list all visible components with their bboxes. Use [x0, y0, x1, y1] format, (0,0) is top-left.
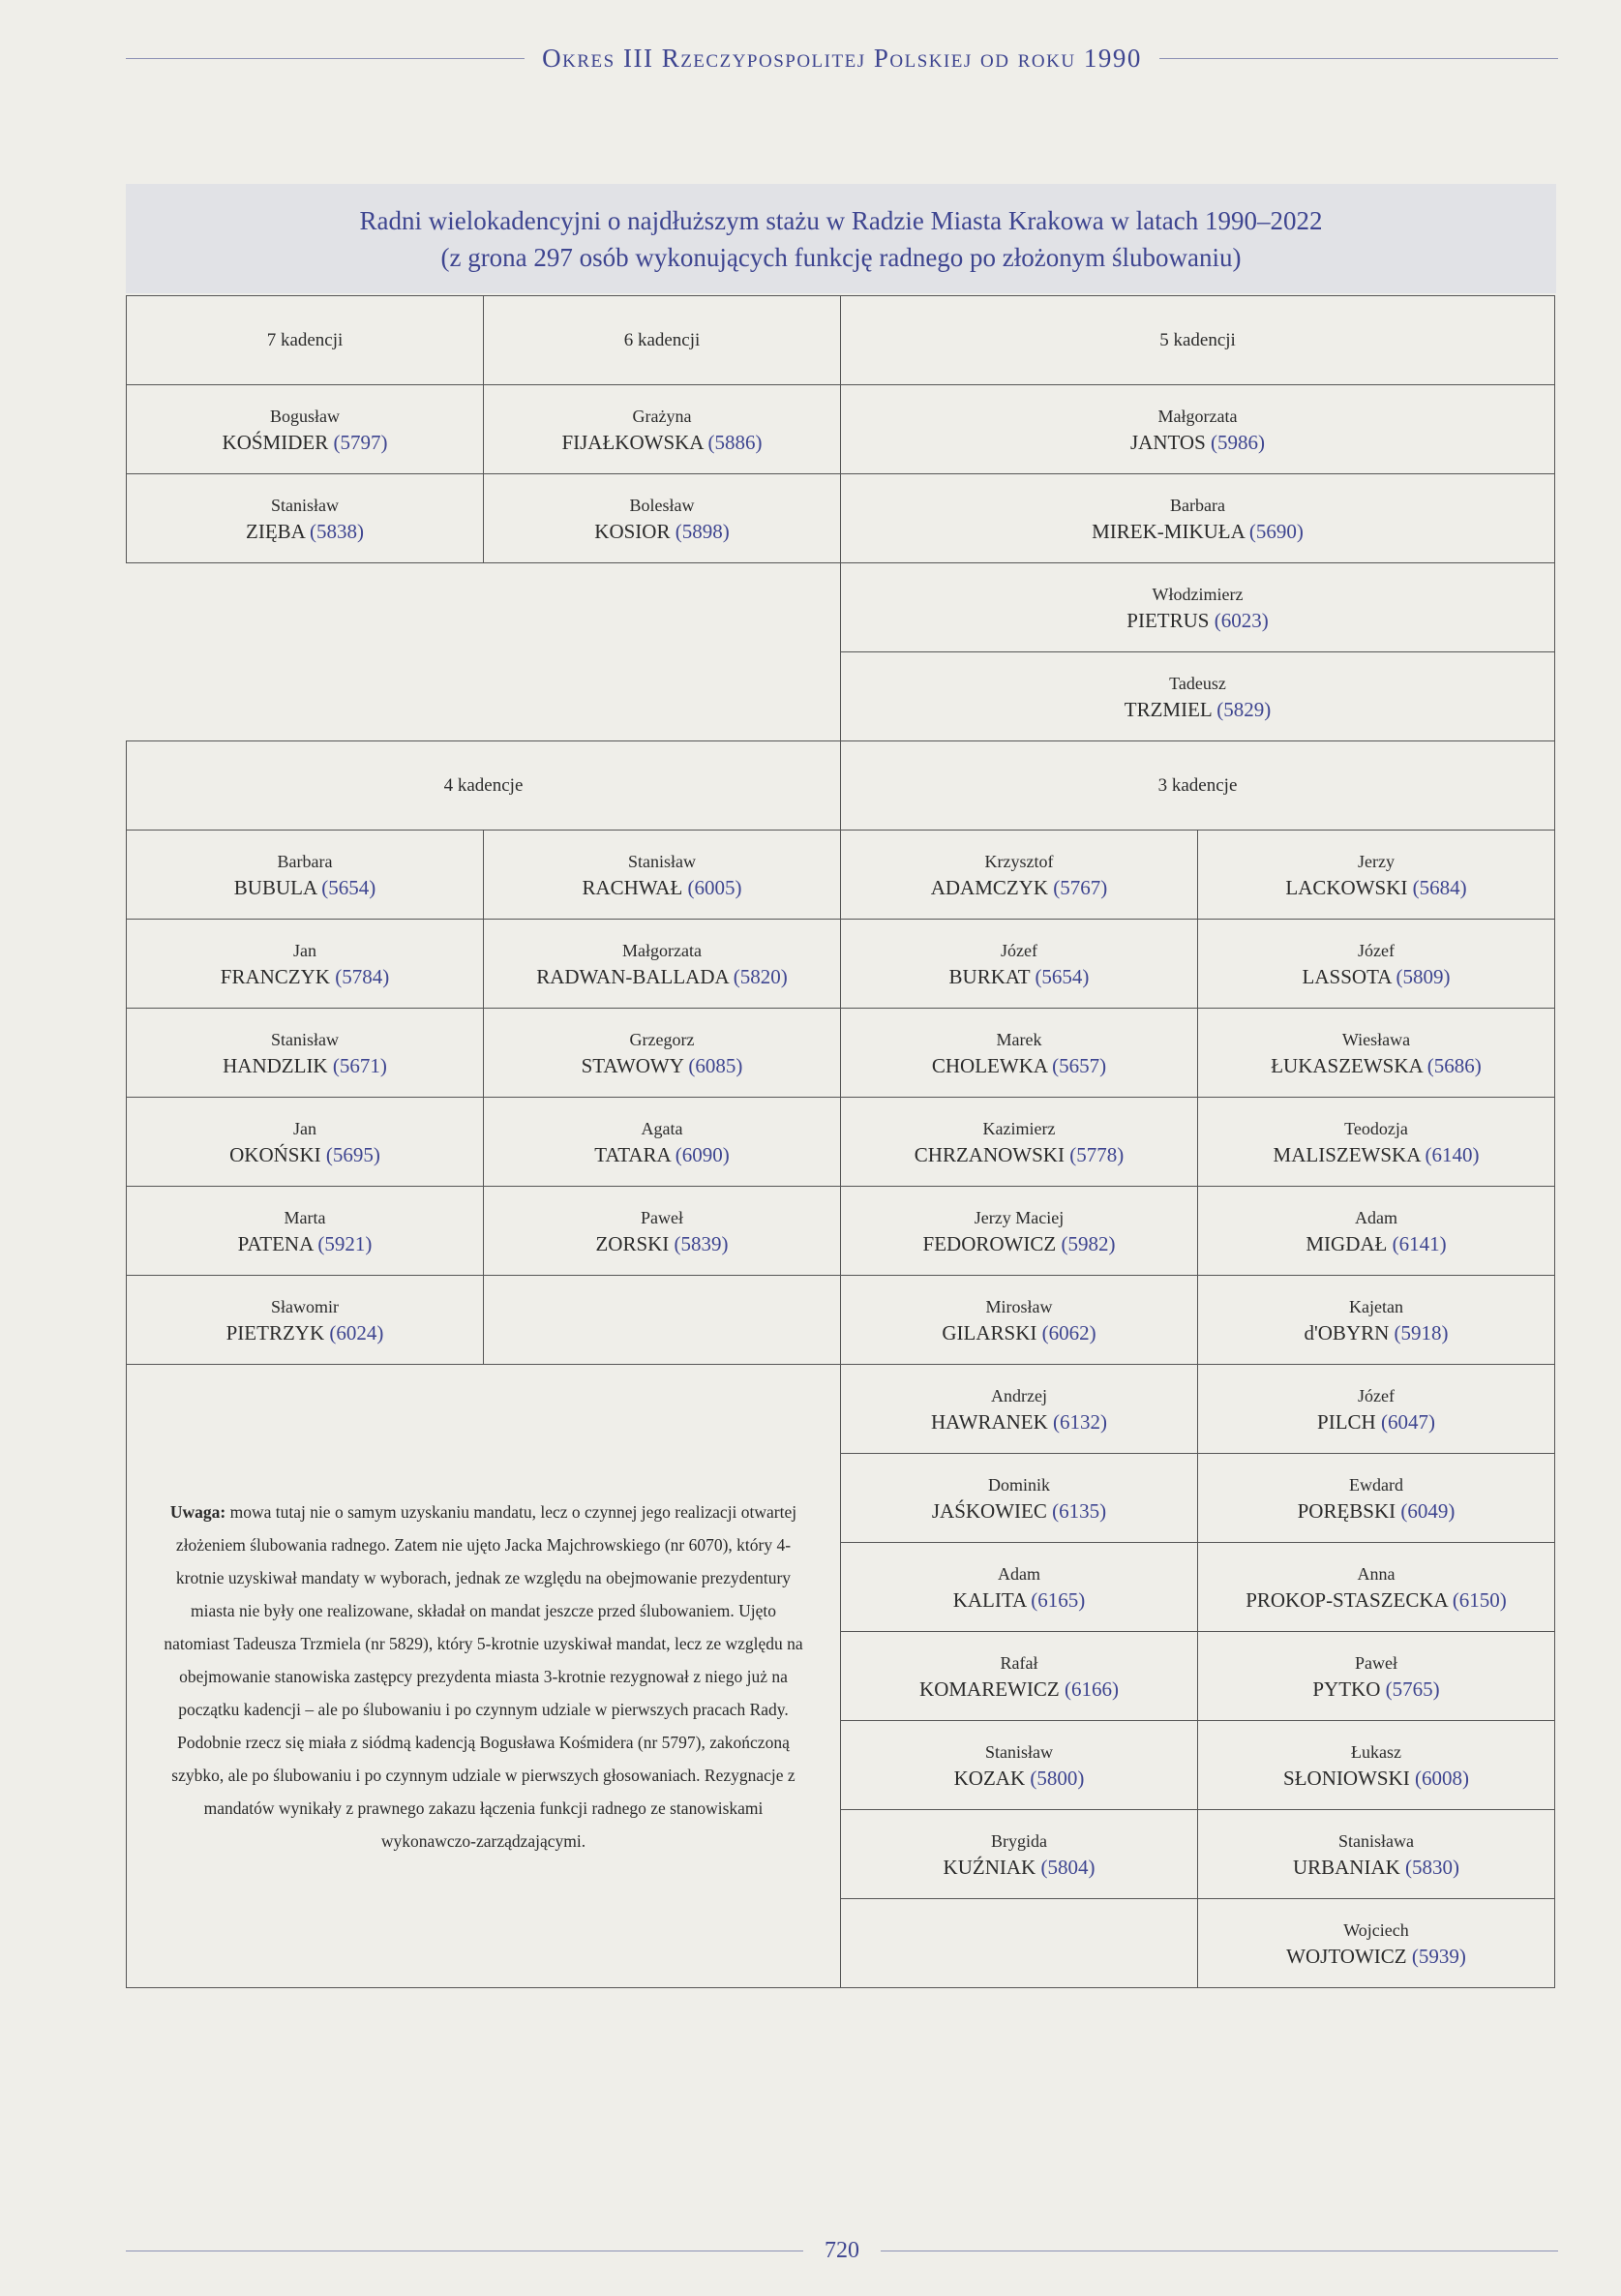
page-number: 720 [825, 2237, 859, 2263]
councillor-cell [484, 385, 841, 474]
councillor-cell [1198, 1632, 1555, 1721]
surname: RADWAN-BALLADA [536, 964, 729, 988]
record-number: (6008) [1414, 1766, 1469, 1790]
surname: CHRZANOWSKI [914, 1142, 1065, 1166]
surname: ADAMCZYK [930, 875, 1049, 899]
first-name: Stanisława [1338, 1830, 1414, 1851]
first-name: Józef [1358, 1385, 1395, 1405]
councillor-cell [127, 831, 484, 920]
surname-line [841, 519, 1554, 545]
councillor-cell [127, 1009, 484, 1098]
first-name: Małgorzata [622, 940, 702, 960]
surname-line [1198, 1587, 1554, 1614]
councillor-cell [1198, 1276, 1555, 1365]
table-title-line2: (z grona 297 osób wykonujących funkcję radnego po złożonym ślubowaniu) [440, 242, 1242, 272]
first-name: Wiesława [1341, 1029, 1411, 1049]
record-number: (5830) [1405, 1855, 1460, 1879]
record-number: (5809) [1396, 964, 1451, 988]
first-name: Paweł [1355, 1652, 1397, 1673]
record-number: (5684) [1412, 875, 1467, 899]
table-row [127, 385, 1555, 474]
surname-line [1198, 1053, 1554, 1079]
councillor-cell [841, 1098, 1198, 1187]
surname: d'OBYRN [1304, 1320, 1390, 1344]
surname-line [841, 608, 1554, 634]
record-number: (5918) [1394, 1320, 1449, 1344]
record-number: (6150) [1452, 1587, 1507, 1612]
record-number: (5767) [1053, 875, 1108, 899]
record-number: (6090) [675, 1142, 730, 1166]
surname-line [841, 1766, 1197, 1792]
first-name: Łukasz [1351, 1741, 1401, 1762]
record-number: (5778) [1069, 1142, 1125, 1166]
first-name: Sławomir [271, 1296, 339, 1316]
surname: PATENA [237, 1231, 314, 1255]
surname: RACHWAŁ [582, 875, 683, 899]
first-name: Krzysztof [984, 851, 1054, 871]
surname: BURKAT [948, 964, 1031, 988]
first-name: Ewdard [1349, 1474, 1403, 1495]
note-cell [127, 1365, 841, 1988]
record-number: (5898) [675, 519, 730, 543]
header-rule-right [1159, 58, 1558, 59]
surname-line [484, 430, 840, 456]
surname-line [484, 519, 840, 545]
surname: MIREK-MIKUŁA [1092, 519, 1245, 543]
record-number: (5939) [1411, 1944, 1466, 1968]
surname: CHOLEWKA [931, 1053, 1047, 1077]
surname: TRZMIEL [1124, 697, 1212, 721]
surname: FRANCZYK [220, 964, 330, 988]
surname-line [127, 964, 483, 990]
councillor-cell [484, 1098, 841, 1187]
record-number: (5784) [335, 964, 390, 988]
surname-line [841, 1855, 1197, 1881]
surname: PROKOP-STASZECKA [1246, 1587, 1448, 1612]
first-name: Adam [1355, 1207, 1397, 1227]
first-name: Adam [998, 1563, 1040, 1584]
first-name: Bolesław [629, 495, 695, 515]
surname: KOŚMIDER [222, 430, 329, 454]
term-header-k7: 7 kadencji [127, 296, 484, 385]
councillor-cell [1198, 1543, 1555, 1632]
surname-line [1198, 1142, 1554, 1168]
surname-line [127, 519, 483, 545]
councillor-cell [127, 1276, 484, 1365]
councillor-cell [484, 1009, 841, 1098]
table-row [127, 1187, 1555, 1276]
first-name: Barbara [1170, 495, 1225, 515]
record-number: (6062) [1041, 1320, 1096, 1344]
table-row [127, 741, 1555, 831]
surname: ZIĘBA [246, 519, 305, 543]
surname-line [841, 1053, 1197, 1079]
surname: LASSOTA [1302, 964, 1392, 988]
councillor-cell [841, 1276, 1198, 1365]
surname: TATARA [594, 1142, 671, 1166]
councillor-cell [127, 920, 484, 1009]
councillor-cell [841, 1810, 1198, 1899]
term-header-k4: 4 kadencje [127, 741, 841, 831]
surname-line [127, 1231, 483, 1257]
surname: JAŚKOWIEC [931, 1498, 1047, 1523]
record-number: (5797) [333, 430, 388, 454]
surname-line [841, 430, 1554, 456]
councillor-cell [841, 1543, 1198, 1632]
surname: HANDZLIK [223, 1053, 328, 1077]
surname-line [127, 875, 483, 901]
surname-line [841, 697, 1554, 723]
first-name: Włodzimierz [1152, 584, 1244, 604]
surname-line [841, 1142, 1197, 1168]
surname: PILCH [1317, 1409, 1376, 1434]
term-header-k6: 6 kadencji [484, 296, 841, 385]
table-row [127, 1365, 1555, 1454]
surname: ZORSKI [595, 1231, 670, 1255]
record-number: (6024) [329, 1320, 384, 1344]
councillor-cell [1198, 1454, 1555, 1543]
first-name: Barbara [277, 851, 333, 871]
record-number: (5654) [321, 875, 376, 899]
record-number: (5657) [1052, 1053, 1107, 1077]
councillor-cell [841, 1187, 1198, 1276]
surname-line [1198, 875, 1554, 901]
first-name: Stanisław [271, 1029, 339, 1049]
councillor-cell [841, 1721, 1198, 1810]
first-name: Tadeusz [1169, 673, 1226, 693]
empty-cell [484, 1276, 841, 1365]
councillor-cell [841, 1009, 1198, 1098]
councillor-cell [484, 1187, 841, 1276]
record-number: (6005) [687, 875, 742, 899]
councillor-cell [127, 385, 484, 474]
record-number: (6135) [1052, 1498, 1107, 1523]
first-name: Rafał [1000, 1652, 1038, 1673]
record-number: (5671) [332, 1053, 387, 1077]
surname: MALISZEWSKA [1273, 1142, 1421, 1166]
first-name: Grażyna [632, 406, 692, 426]
first-name: Stanisław [628, 851, 696, 871]
record-number: (5686) [1426, 1053, 1482, 1077]
table-row [127, 563, 1555, 652]
first-name: Stanisław [271, 495, 339, 515]
councillors-table [126, 295, 1555, 1988]
first-name: Józef [1358, 940, 1395, 960]
page-footer [126, 2231, 1558, 2270]
first-name: Kazimierz [982, 1118, 1056, 1138]
table-row [127, 1276, 1555, 1365]
record-number: (5886) [707, 430, 763, 454]
surname: FEDOROWICZ [922, 1231, 1057, 1255]
surname: FIJAŁKOWSKA [561, 430, 704, 454]
first-name: Jan [293, 940, 316, 960]
surname-line [484, 1231, 840, 1257]
table-row [127, 831, 1555, 920]
surname-line [127, 430, 483, 456]
note-label: Uwaga: [169, 1501, 226, 1522]
running-head-text: Okres III Rzeczypospolitej Polskiej od roku 1990 [542, 43, 1142, 73]
first-name: Mirosław [985, 1296, 1053, 1316]
surname: MIGDAŁ [1306, 1231, 1388, 1255]
table-row [127, 474, 1555, 563]
councillor-cell [1198, 1810, 1555, 1899]
table-title-banner [126, 184, 1556, 293]
surname-line [841, 875, 1197, 901]
record-number: (6049) [1400, 1498, 1456, 1523]
surname: ŁUKASZEWSKA [1271, 1053, 1423, 1077]
surname-line [841, 1409, 1197, 1435]
first-name: Brygida [991, 1830, 1047, 1851]
surname: JANTOS [1129, 430, 1206, 454]
surname: KALITA [952, 1587, 1027, 1612]
running-head [126, 39, 1558, 77]
record-number: (5765) [1385, 1677, 1440, 1701]
record-number: (5695) [325, 1142, 380, 1166]
record-number: (6166) [1064, 1677, 1119, 1701]
councillor-cell [1198, 920, 1555, 1009]
surname: KOMAREWICZ [919, 1677, 1060, 1701]
first-name: Marta [284, 1207, 326, 1227]
surname-line [841, 1677, 1197, 1703]
first-name: Grzegorz [629, 1029, 695, 1049]
surname: PIETRZYK [225, 1320, 325, 1344]
councillor-cell [1198, 831, 1555, 920]
surname-line [484, 875, 840, 901]
surname-line [841, 1231, 1197, 1257]
surname-line [1198, 1677, 1554, 1703]
first-name: Jan [293, 1118, 316, 1138]
record-number: (5800) [1030, 1766, 1085, 1790]
surname-line [841, 964, 1197, 990]
surname-line [841, 1498, 1197, 1525]
note-text: mowa tutaj nie o samym uzyskaniu mandatu, lecz o czynnej jego realizacji otwartej złożeniem ślubowania radnego. Zatem nie ujęto Jacka Majchrowskiego (nr 6070), który 4-krotnie uzyskiwał mandaty w wyborach, jednak ze względu na obejmowanie prezydentury miasta nie były one realizowane, składał on mandat jeszcze przed ślubowaniem. Ujęto natomiast Tadeusza Trzmiela (nr 5829), który 5-krotnie uzyskiwał mandat, lecz ze względu na obejmowanie stanowiska zastępcy prezydenta miasta 3-krotnie rezygnował z niego już na początku kadencji – ale po ślubowaniu i po czynnym udziale w pierwszych pracach Rady. Podobnie rzecz się miała z siódmą kadencją Bogusława Kośmidera (nr 5797), zakończoną szybko, ale po ślubowaniu i po czynnym udziale w pierwszych głosowaniach. Rezygnacje z mandatów wynikały z prawnego zakazu łączenia funkcji radnego ze stanowiskami wykonawczo-zarządzającymi. [164, 1501, 803, 1851]
surname: OKOŃSKI [229, 1142, 321, 1166]
surname-line [1198, 1320, 1554, 1346]
table-row [127, 296, 1555, 385]
surname-line [1198, 1498, 1554, 1525]
record-number: (6141) [1392, 1231, 1447, 1255]
surname-line [1198, 1409, 1554, 1435]
councillor-cell [841, 474, 1555, 563]
surname-line [1198, 1855, 1554, 1881]
record-number: (5820) [733, 964, 788, 988]
surname-line [841, 1587, 1197, 1614]
record-number: (6165) [1031, 1587, 1086, 1612]
surname: PIETRUS [1126, 608, 1210, 632]
councillor-cell [1198, 1098, 1555, 1187]
first-name: Jerzy Maciej [974, 1207, 1065, 1227]
record-number: (5804) [1040, 1855, 1096, 1879]
record-number: (5921) [317, 1231, 373, 1255]
first-name: Wojciech [1343, 1919, 1409, 1940]
table-title-line1: Radni wielokadencyjni o najdłuższym stażu w Radzie Miasta Krakowa w latach 1990–2022 [359, 205, 1323, 235]
surname: PYTKO [1312, 1677, 1381, 1701]
record-number: (5986) [1211, 430, 1266, 454]
surname: KUŹNIAK [943, 1855, 1036, 1879]
record-number: (5839) [674, 1231, 729, 1255]
header-rule-left [126, 58, 525, 59]
surname-line [484, 964, 840, 990]
first-name: Jerzy [1358, 851, 1395, 871]
surname: SŁONIOWSKI [1283, 1766, 1410, 1790]
record-number: (6085) [688, 1053, 743, 1077]
councillor-cell [1198, 1365, 1555, 1454]
first-name: Paweł [641, 1207, 683, 1227]
surname-line [127, 1320, 483, 1346]
councillor-cell [1198, 1009, 1555, 1098]
table-row [127, 1009, 1555, 1098]
first-name: Teodozja [1344, 1118, 1408, 1138]
councillors-table-wrap [126, 295, 1554, 1988]
record-number: (5982) [1061, 1231, 1116, 1255]
surname: PORĘBSKI [1297, 1498, 1396, 1523]
first-name: Józef [1001, 940, 1037, 960]
record-number: (6023) [1214, 608, 1269, 632]
empty-cell [127, 563, 841, 741]
councillor-cell [841, 1454, 1198, 1543]
councillor-cell [841, 652, 1555, 741]
surname-line [127, 1053, 483, 1079]
empty-cell [841, 1899, 1198, 1988]
surname-line [1198, 1944, 1554, 1970]
table-row [127, 920, 1555, 1009]
councillor-cell [1198, 1721, 1555, 1810]
councillor-cell [127, 1187, 484, 1276]
councillor-cell [841, 1365, 1198, 1454]
note-paragraph [156, 1495, 811, 1858]
surname: GILARSKI [942, 1320, 1037, 1344]
surname: KOSIOR [594, 519, 671, 543]
surname-line [1198, 964, 1554, 990]
surname-line [484, 1053, 840, 1079]
record-number: (6140) [1425, 1142, 1480, 1166]
councillor-cell [841, 385, 1555, 474]
record-number: (5838) [309, 519, 364, 543]
surname-line [1198, 1231, 1554, 1257]
surname-line [841, 1320, 1197, 1346]
councillor-cell [127, 474, 484, 563]
record-number: (5829) [1216, 697, 1272, 721]
record-number: (6047) [1380, 1409, 1435, 1434]
surname-line [1198, 1766, 1554, 1792]
first-name: Agata [641, 1118, 683, 1138]
first-name: Kajetan [1349, 1296, 1403, 1316]
surname-line [484, 1142, 840, 1168]
table-row [127, 1098, 1555, 1187]
record-number: (6132) [1053, 1409, 1108, 1434]
term-header-k3: 3 kadencje [841, 741, 1555, 831]
first-name: Małgorzata [1157, 406, 1238, 426]
term-header-k5: 5 kadencji [841, 296, 1555, 385]
surname: WOJTOWICZ [1286, 1944, 1407, 1968]
councillor-cell [841, 831, 1198, 920]
councillor-cell [841, 563, 1555, 652]
surname: URBANIAK [1292, 1855, 1400, 1879]
first-name: Dominik [987, 1474, 1050, 1495]
first-name: Marek [996, 1029, 1042, 1049]
councillor-cell [127, 1098, 484, 1187]
first-name: Stanisław [985, 1741, 1053, 1762]
councillor-cell [484, 474, 841, 563]
record-number: (5690) [1248, 519, 1304, 543]
first-name: Anna [1357, 1563, 1396, 1584]
councillor-cell [484, 920, 841, 1009]
councillor-cell [841, 920, 1198, 1009]
surname: KOZAK [953, 1766, 1026, 1790]
record-number: (5654) [1035, 964, 1090, 988]
first-name: Andrzej [991, 1385, 1047, 1405]
councillor-cell [484, 831, 841, 920]
councillor-cell [1198, 1899, 1555, 1988]
surname: BUBULA [233, 875, 316, 899]
surname: LACKOWSKI [1285, 875, 1408, 899]
surname: STAWOWY [581, 1053, 684, 1077]
first-name: Bogusław [270, 406, 340, 426]
surname: HAWRANEK [930, 1409, 1048, 1434]
councillor-cell [1198, 1187, 1555, 1276]
surname-line [127, 1142, 483, 1168]
councillor-cell [841, 1632, 1198, 1721]
